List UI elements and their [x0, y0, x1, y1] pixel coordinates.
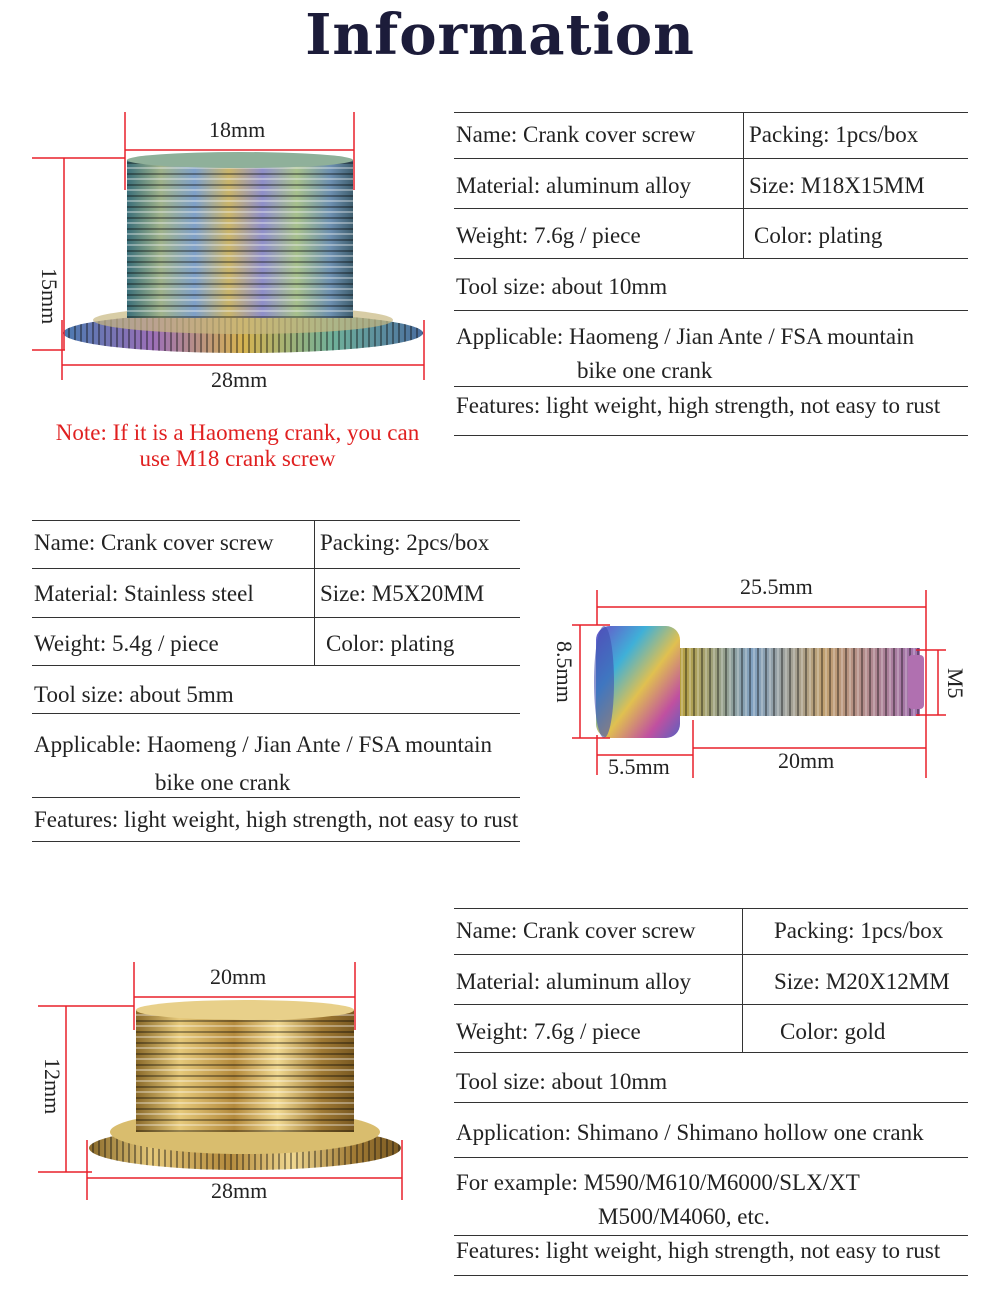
spec1-applicable-1: Applicable: Haomeng / Jian Ante / FSA mountain [456, 324, 915, 349]
spec2-color: Color: plating [326, 631, 455, 656]
product2-length-label: 25.5mm [740, 574, 813, 599]
spec3-material: Material: aluminum alloy [456, 969, 692, 994]
spec2-weight: Weight: 5.4g / piece [34, 631, 219, 656]
product2-image [594, 626, 924, 738]
product3-height-label: 12mm [40, 1058, 65, 1115]
spec1-features: Features: light weight, high strength, not easy to rust [456, 393, 941, 418]
product1-note [30, 420, 445, 472]
spec-table-3 [454, 908, 968, 1276]
spec2-applicable-1: Applicable: Haomeng / Jian Ante / FSA mountain [34, 732, 493, 757]
spec2-features: Features: light weight, high strength, not easy to rust [34, 807, 519, 832]
spec3-packing: Packing: 1pcs/box [774, 918, 944, 943]
spec2-tool: Tool size: about 5mm [34, 682, 234, 707]
product2-thread-label: M5 [943, 668, 968, 699]
spec3-name: Name: Crank cover screw [456, 918, 696, 943]
spec1-tool: Tool size: about 10mm [456, 274, 668, 299]
spec1-weight: Weight: 7.6g / piece [456, 223, 641, 248]
spec2-size: Size: M5X20MM [320, 581, 485, 606]
spec3-size: Size: M20X12MM [774, 969, 950, 994]
product1-base-label: 28mm [211, 367, 268, 392]
spec2-applicable-2: bike one crank [155, 770, 291, 795]
spec2-material: Material: Stainless steel [34, 581, 254, 606]
spec3-color: Color: gold [780, 1019, 886, 1044]
product1-width-label: 18mm [209, 117, 266, 142]
note-line-1: Note: If it is a Haomeng crank, you can [55, 420, 420, 445]
spec3-tool: Tool size: about 10mm [456, 1069, 668, 1094]
spec1-name: Name: Crank cover screw [456, 122, 696, 147]
note-line-2: use M18 crank screw [139, 446, 336, 471]
spec2-name: Name: Crank cover screw [34, 530, 274, 555]
product1-height-label: 15mm [37, 268, 62, 325]
spec1-material: Material: aluminum alloy [456, 173, 692, 198]
product3-image [89, 1000, 401, 1170]
spec1-packing: Packing: 1pcs/box [749, 122, 919, 147]
product3-width-label: 20mm [210, 964, 267, 989]
spec3-application: Application: Shimano / Shimano hollow one crank [456, 1120, 924, 1145]
spec-table-2 [32, 520, 520, 843]
product2-thread-len-label: 20mm [778, 748, 835, 773]
product1-image [63, 152, 423, 353]
spec3-example-2: M500/M4060, etc. [598, 1204, 770, 1229]
spec1-color: Color: plating [754, 223, 883, 248]
product2-head-dia-label: 8.5mm [552, 641, 577, 703]
spec-table-1 [454, 112, 968, 437]
spec1-applicable-2: bike one crank [577, 358, 713, 383]
spec3-example-1: For example: M590/M610/M6000/SLX/XT [456, 1170, 860, 1195]
product2-head-len-label: 5.5mm [608, 754, 670, 779]
spec2-packing: Packing: 2pcs/box [320, 530, 490, 555]
product3-base-label: 28mm [211, 1178, 268, 1203]
spec1-size: Size: M18X15MM [749, 173, 925, 198]
spec3-weight: Weight: 7.6g / piece [456, 1019, 641, 1044]
page-title: Information [305, 2, 695, 68]
spec3-features: Features: light weight, high strength, not easy to rust [456, 1238, 941, 1263]
